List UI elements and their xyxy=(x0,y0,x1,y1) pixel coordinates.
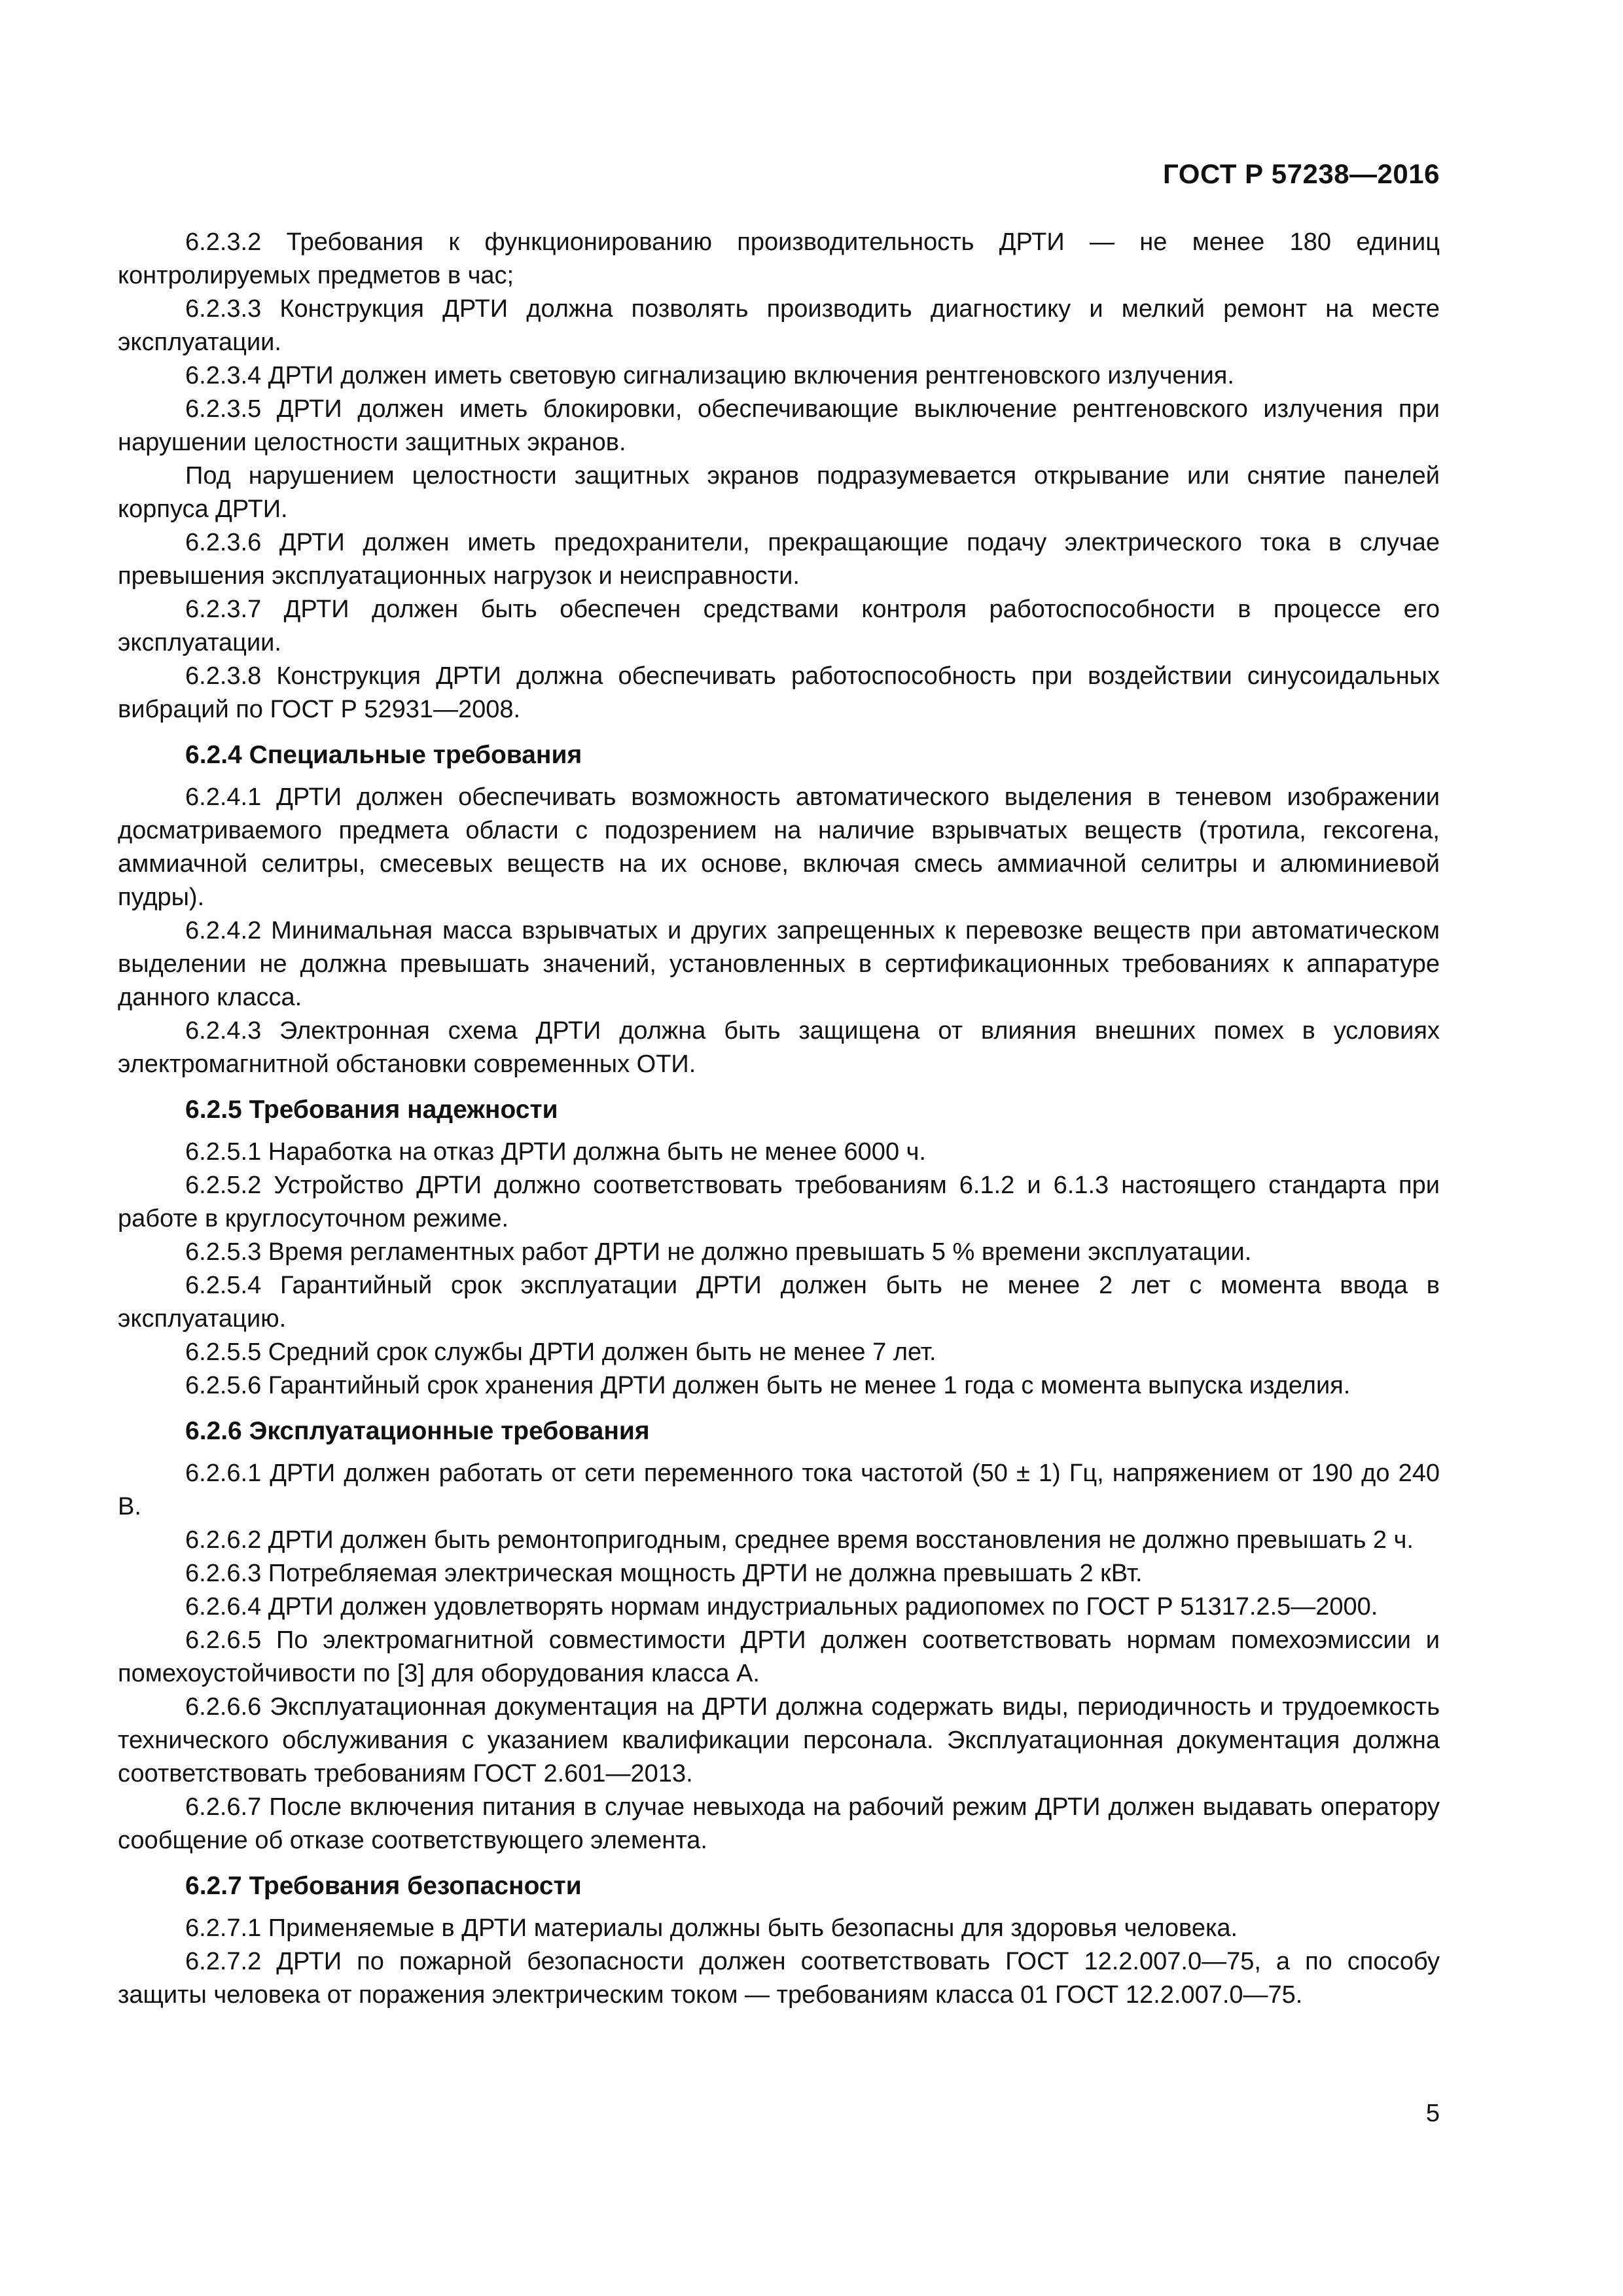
clause-6-2-7-1: 6.2.7.1 Применяемые в ДРТИ материалы должны быть безопасны для здоровья человека. xyxy=(185,1914,1238,1942)
clause-6-2-5-5: 6.2.5.5 Средний срок службы ДРТИ должен быть не менее 7 лет. xyxy=(185,1338,936,1366)
clause-6-2-6-3: 6.2.6.3 Потребляемая электрическая мощность ДРТИ не должна превышать 2 кВт. xyxy=(185,1560,1143,1587)
clause-6-2-4-2: 6.2.4.2 Минимальная масса взрывчатых и других запрещенных к перевозке веществ при автоматическом выделении не должна превышать значений, установленных в сертификационных требованиях к аппаратуре данного класса. xyxy=(118,917,1440,1011)
clause-6-2-5-1: 6.2.5.1 Наработка на отказ ДРТИ должна быть не менее 6000 ч. xyxy=(185,1138,926,1166)
clause-6-2-6-5: 6.2.6.5 По электромагнитной совместимости ДРТИ должен соответствовать нормам помехоэмиссии и помехоустойчивости по [3] для оборудования класса А. xyxy=(118,1626,1440,1687)
section-heading-6-2-6: 6.2.6 Эксплуатационные требования xyxy=(185,1417,650,1445)
clause-6-2-5-2: 6.2.5.2 Устройство ДРТИ должно соответствовать требованиям 6.1.2 и 6.1.3 настоящего стандарта при работе в круглосуточном режиме. xyxy=(118,1172,1440,1232)
clause-6-2-6-2: 6.2.6.2 ДРТИ должен быть ремонтопригодным, среднее время восстановления не должно превышать 2 ч. xyxy=(185,1526,1414,1554)
clause-6-2-5-3: 6.2.5.3 Время регламентных работ ДРТИ не должно превышать 5 % времени эксплуатации. xyxy=(185,1238,1252,1266)
page-number: 5 xyxy=(1425,2100,1440,2127)
section-heading-6-2-7: 6.2.7 Требования безопасности xyxy=(185,1872,582,1900)
clause-6-2-7-2: 6.2.7.2 ДРТИ по пожарной безопасности должен соответствовать ГОСТ 12.2.007.0—75, а по способу защиты человека от поражения электрическим током — требованиям класса 01 ГОСТ 12.2.007.0—75. xyxy=(118,1948,1440,2009)
clause-6-2-3-8: 6.2.3.8 Конструкция ДРТИ должна обеспечивать работоспособность при воздействии синусоидальных вибраций по ГОСТ Р 52931—2008. xyxy=(118,662,1440,723)
clause-6-2-3-6: 6.2.3.6 ДРТИ должен иметь предохранители, прекращающие подачу электрического тока в случае превышения эксплуатационных нагрузок и неисправности. xyxy=(118,529,1440,590)
clause-6-2-3-5: 6.2.3.5 ДРТИ должен иметь блокировки, обеспечивающие выключение рентгеновского излучения при нарушении целостности защитных экранов. xyxy=(118,395,1440,456)
clause-6-2-3-2: 6.2.3.2 Требования к функционированию производительность ДРТИ — не менее 180 единиц контролируемых предметов в час; xyxy=(118,228,1440,289)
clause-6-2-4-1: 6.2.4.1 ДРТИ должен обеспечивать возможность автоматического выделения в теневом изображении досматриваемого предмета области с подозрением на наличие взрывчатых веществ (тротила, гексогена, аммиачной селитры, смесевых веществ на их основе, включая смесь аммиачной селитры и алюминиевой пудры). xyxy=(118,783,1440,911)
clause-6-2-6-7: 6.2.6.7 После включения питания в случае невыхода на рабочий режим ДРТИ должен выдавать оператору сообщение об отказе соответствующего элемента. xyxy=(118,1793,1440,1854)
clause-6-2-4-3: 6.2.4.3 Электронная схема ДРТИ должна быть защищена от влияния внешних помех в условиях электромагнитной обстановки современных ОТИ. xyxy=(118,1017,1440,1078)
clause-6-2-6-4: 6.2.6.4 ДРТИ должен удовлетворять нормам индустриальных радиопомех по ГОСТ Р 51317.2.5—2000. xyxy=(185,1593,1378,1621)
clause-6-2-3-4: 6.2.3.4 ДРТИ должен иметь световую сигнализацию включения рентгеновского излучения. xyxy=(185,362,1234,389)
clause-6-2-3-3: 6.2.3.3 Конструкция ДРТИ должна позволять производить диагностику и мелкий ремонт на месте эксплуатации. xyxy=(118,295,1440,356)
clause-6-2-5-4: 6.2.5.4 Гарантийный срок эксплуатации ДРТИ должен быть не менее 2 лет с момента ввода в эксплуатацию. xyxy=(118,1272,1440,1333)
document-code: ГОСТ Р 57238—2016 xyxy=(1163,158,1440,189)
clause-6-2-6-6: 6.2.6.6 Эксплуатационная документация на ДРТИ должна содержать виды, периодичность и трудоемкость технического обслуживания с указанием квалификации персонала. Эксплуатационная документация должна соответствовать требованиям ГОСТ 2.601—2013. xyxy=(118,1693,1440,1787)
section-heading-6-2-5: 6.2.5 Требования надежности xyxy=(185,1096,558,1124)
clause-6-2-6-1: 6.2.6.1 ДРТИ должен работать от сети переменного тока частотой (50 ± 1) Гц, напряжением от 190 до 240 В. xyxy=(118,1460,1440,1520)
clause-6-2-3-7: 6.2.3.7 ДРТИ должен быть обеспечен средствами контроля работоспособности в процессе его эксплуатации. xyxy=(118,596,1440,656)
clause-6-2-5-6: 6.2.5.6 Гарантийный срок хранения ДРТИ должен быть не менее 1 года с момента выпуска изделия. xyxy=(185,1372,1351,1399)
document-body xyxy=(118,226,1440,2012)
clause-6-2-3-5-note: Под нарушением целостности защитных экранов подразумевается открывание или снятие панелей корпуса ДРТИ. xyxy=(118,462,1440,523)
section-heading-6-2-4: 6.2.4 Специальные требования xyxy=(185,741,582,769)
